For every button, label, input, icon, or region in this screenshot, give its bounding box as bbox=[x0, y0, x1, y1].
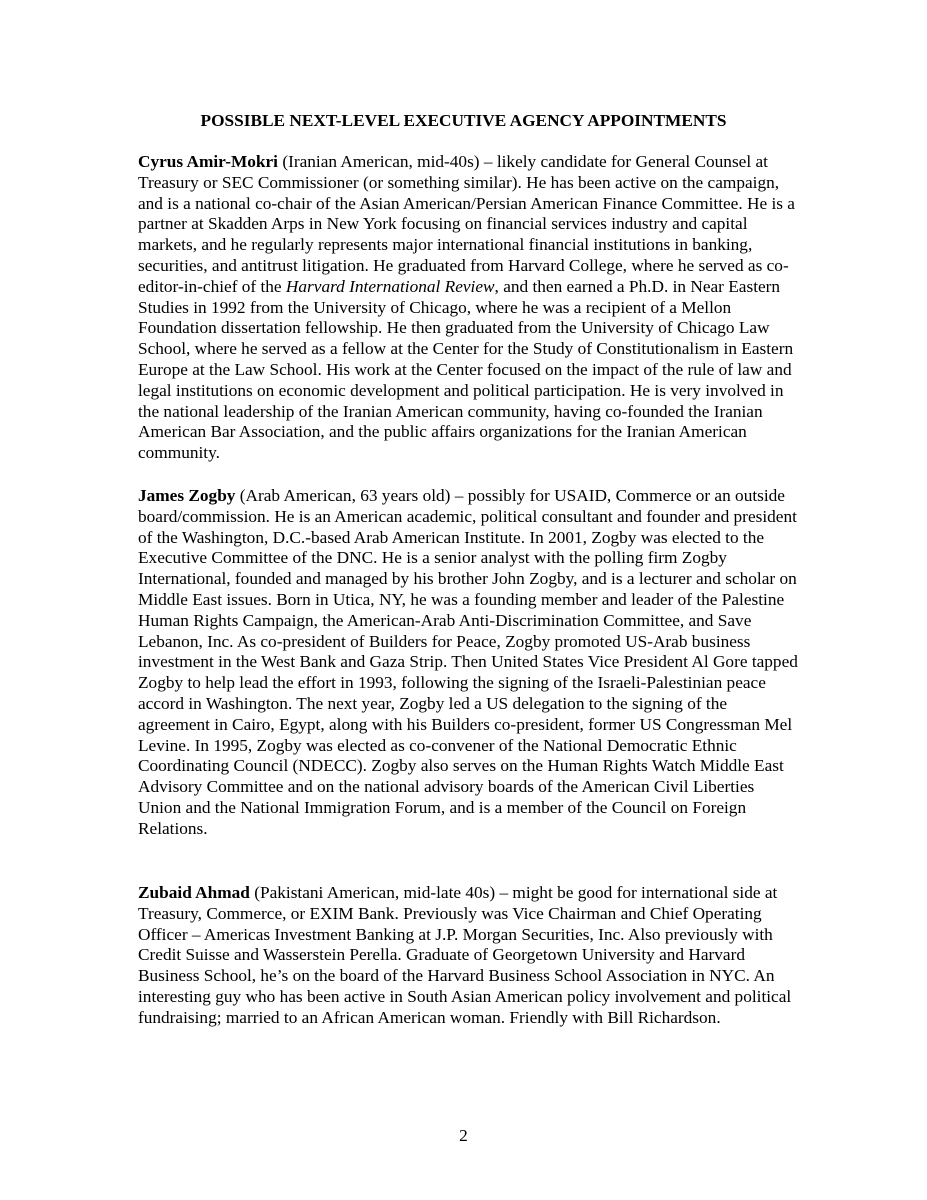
candidate-entry-zogby bbox=[138, 486, 798, 840]
publication-title: Harvard International Review bbox=[285, 276, 495, 296]
candidate-name: James Zogby bbox=[138, 486, 236, 505]
candidate-description-continued: , and then earned a Ph.D. in Near Eastern Studies in 1992 from the University of Chicago, where he was a recipient of a Mellon Foundation dissertation fellowship. He then graduated from the University of Chicago Law School, where he served as a fellow at the Center for the Study of Constitutionalism in Eastern Europe at the Law School. His work at the Center focused on the impact of the rule of law and legal institutions on economic development and political participation. He is very involved in the national leadership of the Iranian American community, having co-founded the Iranian American Bar Association, and the public affairs organizations for the Iranian American community. bbox=[138, 276, 794, 463]
candidate-description: (Pakistani American, mid-late 40s) – might be good for international side at Treasury, Commerce, or EXIM Bank. Previously was Vice Chairman and Chief Operating Officer – Americas Investment Banking at J.P. Morgan Securities, Inc. Also previously with Credit Suisse and Wasserstein Perella. Graduate of Georgetown University and Harvard Business School, he’s on the board of the Harvard Business School Association in NYC. An interesting guy who has been active in South Asian American policy involvement and political fundraising; married to an African American woman. Friendly with Bill Richardson. bbox=[138, 883, 792, 1027]
page-title: POSSIBLE NEXT-LEVEL EXECUTIVE AGENCY APPOINTMENTS bbox=[200, 111, 727, 130]
candidate-name: Zubaid Ahmad bbox=[138, 883, 250, 902]
candidate-description: (Arab American, 63 years old) – possibly for USAID, Commerce or an outside board/commission. He is an American academic, political consultant and founder and president of the Washington, D.C.-based Arab American Institute. In 2001, Zogby was elected to the Executive Committee of the DNC. He is a senior analyst with the polling firm Zogby International, founded and managed by his brother John Zogby, and is a lecturer and scholar on Middle East issues. Born in Utica, NY, he was a founding member and leader of the Palestine Human Rights Campaign, the American-Arab Anti-Discrimination Committee, and Save Lebanon, Inc. As co-president of Builders for Peace, Zogby promoted US-Arab business investment in the West Bank and Gaza Strip. Then United States Vice President Al Gore tapped Zogby to help lead the effort in 1993, following the signing of the Israeli-Palestinian peace accord in Washington. The next year, Zogby led a US delegation to the signing of the agreement in Cairo, Egypt, along with his Builders co-president, former US Congressman Mel Levine. In 1995, Zogby was elected as co-convener of the National Democratic Ethnic Coordinating Council (NDECC). Zogby also serves on the Human Rights Watch Middle East Advisory Committee and on the national advisory boards of the American Civil Liberties Union and the National Immigration Forum, and is a member of the Council on Foreign Relations. bbox=[138, 486, 798, 838]
page-number: 2 bbox=[459, 1126, 468, 1145]
candidate-description: (Iranian American, mid-40s) – likely candidate for General Counsel at Treasury or SEC Commissioner (or something similar). He has been active on the campaign, and is a national co-chair of the Asian American/Persian American Finance Committee. He is a partner at Skadden Arps in New York focusing on financial services industry and capital markets, and he regularly represents major international financial institutions in banking, securities, and antitrust litigation. He graduated from Harvard College, where he served as co-editor-in-chief of the bbox=[138, 152, 795, 296]
candidate-name: Cyrus Amir-Mokri bbox=[138, 152, 278, 171]
candidate-entry-ahmad bbox=[138, 883, 798, 1029]
candidate-entry-amir-mokri bbox=[138, 152, 798, 464]
